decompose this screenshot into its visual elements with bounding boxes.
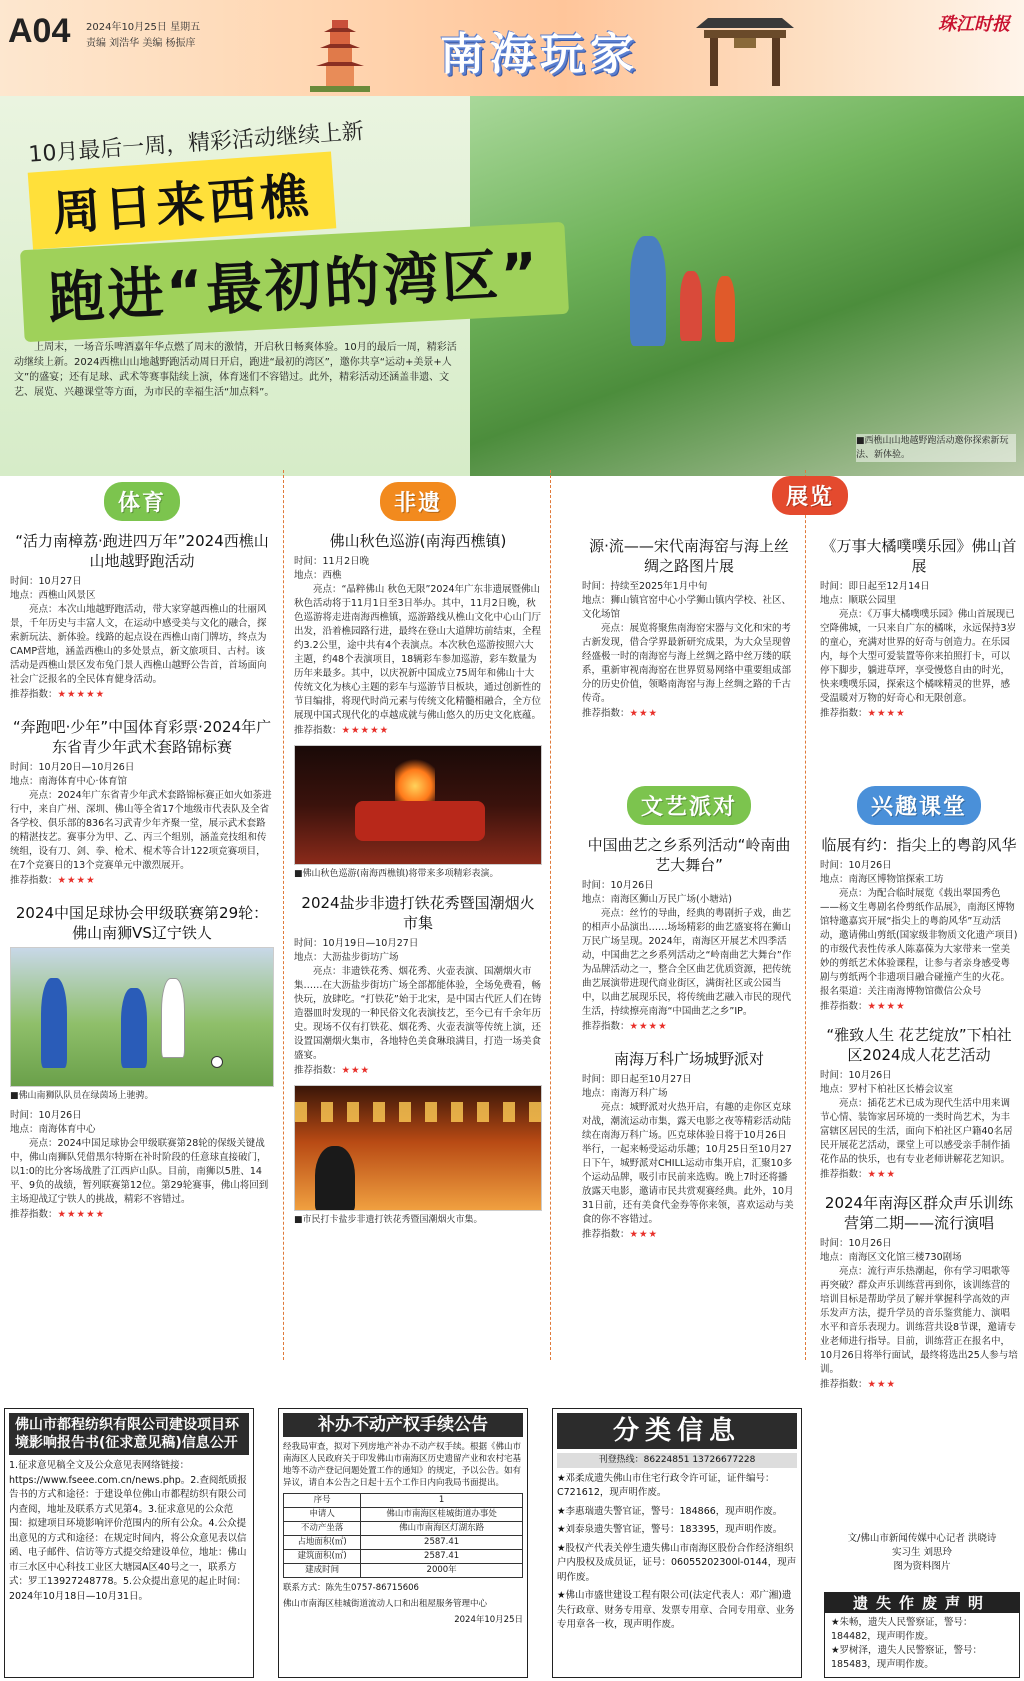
rating-stars: ★★★★★ — [57, 689, 106, 700]
list-item: ★朱畅，遗失人民警察证，警号：184482，现声明作废。 — [831, 1617, 973, 1642]
sports-event-1 — [10, 531, 274, 703]
rating-stars: ★★★ — [629, 708, 659, 719]
hero-section — [0, 96, 1024, 476]
event-time: 时间：10月19日—10月27日 — [294, 938, 419, 949]
event-time: 时间：10月26日 — [10, 1110, 82, 1121]
rating-stars: ★★★ — [867, 1379, 897, 1390]
image-caption: ■佛山南狮队队员在绿茵场上驰骋。 — [10, 1091, 154, 1101]
column-divider — [805, 470, 806, 1360]
table-cell: 建筑面积(㎡) — [284, 1550, 361, 1564]
image-caption: ■佛山秋色巡游(南海西樵镇)将带来多项精彩表演。 — [294, 869, 499, 879]
hero-photo-caption: ■西樵山山地越野跑活动邀你探索新玩法、新体验。 — [856, 434, 1016, 462]
table-cell: 2587.41 — [361, 1536, 523, 1550]
event-rating: 推荐指数：★★★★ — [582, 1021, 668, 1032]
rating-stars: ★★★ — [867, 1169, 897, 1180]
table-cell: 占地面积(㎡) — [284, 1536, 361, 1550]
exhibit-event-2 — [820, 536, 1018, 722]
event-title: “活力南樟荔·跑进四万年”2024西樵山山地越野跑活动 — [15, 532, 269, 570]
exhibit-tag: 展览 — [772, 476, 848, 515]
classified-ad — [552, 1408, 802, 1678]
event-title: 2024中国足球协会甲级联赛第29轮：佛山南狮VS辽宁铁人 — [15, 904, 269, 942]
lost-notice — [824, 1592, 1020, 1678]
event-title: 源·流——宋代南海窑与海上丝绸之路图片展 — [589, 537, 789, 575]
interest-event-3 — [820, 1193, 1018, 1393]
credit-writer: 文/佛山市新闻传媒中心记者 洪晓诗 — [847, 1533, 997, 1544]
sports-event-3 — [10, 903, 274, 1223]
ad-contact: 联系方式：陈先生0757-86715606 — [283, 1583, 419, 1593]
list-item: ★李惠瑞遗失警官证，警号：184866，现声明作废。 — [557, 1505, 783, 1517]
ad-body: 1.征求意见稿全文及公众意见表网络链接：https://www.fseee.com.cn/news.php。2.查阅纸质报告书的方式和途径：于建设单位佛山市都程纺织有限公司内查阅，地址及联系方式见第4。3.征求意见的公众范围：拟建项目环境影响评价范围内的所有公众。4.公众提出意见的方式和途径：在规定时间内，将公众意见表以信函、电子邮件、信访等方式提交给建设单位，地址：佛山市三水区中心科技工业区大塘园A区40号之一，联系方式：罗工13927248778。5.公众提出意见的起止时间：2024年10月18日—10月31日。 — [9, 1460, 247, 1602]
event-place: 地点：西樵 — [294, 570, 342, 581]
player-figure — [121, 988, 147, 1068]
event-rating: 推荐指数：★★★★ — [10, 875, 96, 886]
list-item: ★佛山市盛世建设工程有限公司(法定代表人：邓广湘)遗失行政章、财务专用章、发票专用章、合同专用章、业务专用章各一枚，现声明作废。 — [557, 1590, 795, 1630]
credit-photo: 图为资料图片 — [893, 1561, 951, 1572]
interest-tag: 兴趣课堂 — [857, 786, 981, 825]
event-desc: 亮点：展览将聚焦南海窑宋器与文化和宋的考古新发现，借合学界最新研究成果，为大众呈现曾经盛极一时的南海窑与海上丝绸之路中丝万缕的联系，重新审视南海窑在世界贸易网络中重要组成部分的历史价值，领略南海窑与海上丝绸之路的千古传奇。 — [582, 623, 792, 704]
event-place: 地点：罗村下柏社区长椿会议室 — [820, 1084, 954, 1095]
event-place: 地点：南海区文化馆三楼730剧场 — [820, 1252, 962, 1263]
event-desc: 亮点：2024年广东省青少年武术套路锦标赛正如火如荼进行中，来自广州、深圳、佛山等全省17个地级市代表队及全省各学校、俱乐部的836名习武青少年齐聚一堂，展示武术套路的精湛技艺。赛事分为甲、乙、丙三个组别，涵盖竞技组和传统组，设有刀、剑、拳、枪术、棍术等合计122项竞赛项目，在7个竞赛日的13个竞赛单元中激烈展开。 — [10, 790, 272, 871]
interest-event-1 — [820, 835, 1018, 1015]
lead-paragraph: 上周末，一场音乐啤酒嘉年华点燃了周末的激情，开启秋日畅爽体验。10月的最后一周，精彩活动继续上新。2024西樵山山地越野跑活动周日开启，跑进“最初的湾区”，邀你共享“运动+美景+人文”的盛宴；还有足球、武术等赛事陆续上演，体育迷们不容错过。此外，精彩活动还涵盖非遗、文艺、展览、兴趣课堂等方面，为市民的幸福生活“加点料”。 — [14, 342, 457, 398]
list-item: ★刘泰泉遗失警官证，警号：183395，现声明作废。 — [557, 1524, 783, 1535]
lantern-row — [295, 1102, 541, 1122]
event-rating: 推荐指数：★★★ — [820, 1169, 897, 1180]
event-time: 时间：10月20日—10月26日 — [10, 762, 135, 773]
heritage-event-1 — [294, 531, 542, 881]
event-place: 地点：南海区博物馆探索工坊 — [820, 874, 944, 885]
event-place: 地点：狮山镇官窑中心小学狮山镇内学校、社区、文化场馆 — [582, 595, 792, 620]
rating-stars: ★★★★ — [629, 1021, 668, 1032]
event-rating: 推荐指数：★★★★ — [820, 1001, 906, 1012]
runner-figure — [715, 276, 735, 342]
table-cell: 不动产坐落 — [284, 1522, 361, 1536]
event-place: 地点：南海万科广场 — [582, 1088, 668, 1099]
event-desc: 亮点：非遗铁花秀、烟花秀、火壶表演、国潮烟火市集……在大沥盐步街坊广场全部都能体验，全场免费看，畅快玩，放肆吃。“打铁花”始于北宋，是中国古代匠人们在铸造器皿时发现的一种民俗文化表演技艺，至今已有千余年历史。现场不仅有打铁花、烟花秀、火壶表演等传统上演，还设置国潮烟火集市，各地特色美食琳琅满目，打造一场美食盛宴。 — [294, 966, 542, 1061]
ad-hotline: 刊登热线：86224851 13726677228 — [557, 1453, 797, 1468]
event-place: 地点：南海体育中心 — [10, 1124, 96, 1135]
event-signup: 报名渠道：关注南海博物馆微信公众号 — [820, 986, 982, 997]
ad-footer: 佛山市南海区桂城街道流动人口和出租屋服务管理中心 — [283, 1599, 488, 1609]
event-title: 2024盐步非遗打铁花秀暨国潮烟火市集 — [301, 894, 535, 932]
table-cell: 建成时间 — [284, 1564, 361, 1578]
credit-intern: 实习生 刘思玲 — [891, 1547, 953, 1558]
ad-title: 补办不动产权手续公告 — [283, 1413, 523, 1437]
arts-event-2 — [582, 1049, 796, 1243]
ad-body: 经我局审查，拟对下列房地产补办不动产权手续。根据《佛山市南海区人民政府关于印发佛山市南海区历史遗留产业和农村宅基地等不动产登记问题处置工作的通知》的规定，予以公告。如有异议，请自本公告之日起十五个工作日内向我局书面提出。 — [283, 1442, 522, 1488]
heritage-tag: 非遗 — [380, 482, 456, 521]
heritage-event-2 — [294, 893, 542, 1227]
event-place: 地点：西樵山风景区 — [10, 590, 96, 601]
event-title: 临展有约：指尖上的粤韵风华 — [821, 836, 1017, 854]
table-row — [284, 1564, 523, 1578]
table-row — [284, 1550, 523, 1564]
event-rating: 推荐指数：★★★ — [294, 1065, 371, 1076]
column-divider — [283, 470, 284, 1360]
event-time: 时间：10月26日 — [820, 860, 892, 871]
event-title: “雅致人生 花艺绽放”下柏社区2024成人花艺活动 — [826, 1026, 1012, 1064]
event-place: 地点：南海区狮山万民广场(小塘站) — [582, 894, 732, 905]
event-rating: 推荐指数：★★★ — [582, 1229, 659, 1240]
image-caption: ■市民打卡盐步非遗打铁花秀暨国潮烟火市集。 — [294, 1215, 483, 1225]
event-desc: 亮点：丝竹的导曲，经典的粤剧折子戏，曲艺的相声小品演出……场场精彩的曲艺盛宴将在狮山万民广场呈现。2024年，南海区开展艺术四季活动，中国曲艺之乡系列活动之“岭南曲艺大舞台”作为品牌活动之一，整合全区曲艺优质资源，把传统曲艺展演带进现代商业街区，满街社区或公园当中，以曲艺展现乐民，将传统曲艺融入市民的现代生活，持续擦亮南海“中国曲艺之乡”IP。 — [582, 908, 792, 1017]
event-place: 地点：大沥盐步街坊广场 — [294, 952, 399, 963]
list-item: ★邓柔成遗失佛山市住宅行政令许可证，证件编号：C721612，现声明作废。 — [557, 1472, 775, 1498]
rating-stars: ★★★ — [629, 1229, 659, 1240]
event-title: 2024年南海区群众声乐训练营第二期——流行演唱 — [824, 1194, 1014, 1232]
rating-stars: ★★★ — [341, 1065, 371, 1076]
event-desc: 亮点：为配合临时展览《载出翠国秀色——杨文生粤剧名伶剪纸作品展》，南海区博物馆特邀嘉宾开展“指尖上的粤韵风华”互动活动，邀请佛山剪纸(国家级非物质文化遗产项目)的市级代表性传承人陈嘉葆为大家带来一堂美妙的剪纸艺术体验课程，让参与者亲身感受粤剧与剪纸两个非遗项目融合碰撞产生的火花。 — [820, 888, 1018, 983]
event-rating: 推荐指数：★★★★★ — [10, 1209, 106, 1220]
table-row — [284, 1522, 523, 1536]
lost-notice-title: 遗失作废声明 — [825, 1593, 1019, 1613]
event-desc: 亮点：城野派对火热开启，有趣的走你区克球对战，潮流运动市集，露天电影之夜等精彩活动陆续在南海万科广场。匹克球体验日将于10月26日举行，一起来畅受运动乐趣；10月25日至10月27日下午，城野派对CHILL运动市集开启，汇聚10多个运动品牌，吸引市民前来选购。晚上7时还将播放露天电影，邀请市民共赏观赛经典。此外，10月31日前，还有美食代金券等你来领，喜欢运动与美食的你不容错过。 — [582, 1102, 794, 1225]
event-title: “奔跑吧·少年”中国体育彩票·2024年广东省青少年武术套路锦标赛 — [12, 718, 272, 756]
page-number: A04 — [8, 12, 71, 50]
table-cell: 佛山市南海区桂城街道办事处 — [361, 1508, 523, 1522]
event-time: 时间：持续至2025年1月中旬 — [582, 581, 708, 592]
exhibit-event-1 — [582, 536, 796, 722]
table-row — [284, 1508, 523, 1522]
environment-notice-ad — [4, 1408, 254, 1678]
event-place: 地点：南海体育中心·体育馆 — [10, 776, 128, 787]
arts-column — [582, 786, 796, 1243]
rating-stars: ★★★★ — [867, 1001, 906, 1012]
editors: 责编 刘浩华 美编 杨振庠 — [86, 38, 196, 49]
table-cell: 申请人 — [284, 1508, 361, 1522]
event-desc: 亮点：插花艺术已成为现代生活中用来调节心情、装饰家居环境的一类时尚艺术，为丰富辖区居民的生活，面向下柏社区户籍40名居民开展花艺活动，课堂上可以感受亲手制作插花作品的快乐，也有专业老师讲解花艺知识。 — [820, 1098, 1013, 1165]
event-time: 时间：即日起至12月14日 — [820, 581, 930, 592]
arts-event-1 — [582, 835, 796, 1035]
event-desc: 亮点：2024中国足球协会甲级联赛第28轮的保级关键战中，佛山南狮队凭借黑尔特斯在补时阶段的任意球直接破门，以1:0的比分客场战胜了江西庐山队。目前，南狮以5胜、14平、9负的战绩，暂列联赛第12位。第29轮赛事，佛山将回到主场迎战辽宁铁人的挑战，精彩不容错过。 — [10, 1138, 269, 1205]
classified-list — [557, 1472, 797, 1633]
event-title: 中国曲艺之乡系列活动“岭南曲艺大舞台” — [587, 836, 791, 874]
column-divider — [550, 470, 551, 1360]
list-item: ★罗树泽，遗失人民警察证，警号：185483，现声明作废。 — [831, 1645, 983, 1670]
table-cell: 2000年 — [361, 1564, 523, 1578]
event-desc: 亮点：《万事大橘噗噗乐园》佛山首展现已空降佛城，一只来自广东的橘咪，永远保持3岁的童心，充满对世界的好奇与创造力。在乐园内，每个大型可爱装置等你来拍照打卡，可以停下脚步，躺进草坪，享受慢悠自由的时光，快来噗噗乐园，探索这个橘咪精灵的世界，感受温暖对万物的好奇心和无限创意。 — [820, 609, 1017, 704]
list-item: ★股权产代表关停生遗失佛山市南海区股份合作经济组织户内股权及成员证，证号：06055202300l-0144，现声明作废。 — [557, 1542, 797, 1583]
article-credit — [824, 1532, 1020, 1574]
event-title: 佛山秋色巡游(南海西樵镇) — [329, 532, 507, 550]
headline-kicker: 10月最后一周，精彩活动继续上新 — [27, 119, 365, 168]
market-photo — [294, 1085, 542, 1211]
performer-figure — [355, 801, 485, 841]
event-title: 南海万科广场城野派对 — [613, 1050, 764, 1068]
event-time: 时间：10月26日 — [820, 1070, 892, 1081]
table-row — [284, 1494, 523, 1508]
runner-figure — [630, 236, 666, 346]
ad-title: 佛山市都程纺织有限公司建设项目环境影响报告书(征求意见稿)信息公开 — [9, 1413, 249, 1455]
gate-illustration — [690, 10, 800, 90]
event-desc: 亮点：本次山地越野跑活动，带大家穿越西樵山的壮丽风景，千年历史与丰富人文，在运动中感受美与文化的融合，探索新玩法、新体验。线路的起点设在西樵山南门牌坊，终点为CAMP营地，涵盖西樵山的多处景点，新文旅项目、古村。该活动是西樵山景区发布兔门景人西樵山越野公告首，首场面向社会广泛报名的全民体育健身活动。 — [10, 604, 267, 685]
event-rating: 推荐指数：★★★★ — [820, 708, 906, 719]
interest-event-2 — [820, 1025, 1018, 1183]
table-cell: 2587.41 — [361, 1550, 523, 1564]
arts-tag: 文艺派对 — [627, 786, 751, 825]
rating-stars: ★★★★★ — [57, 1209, 106, 1220]
heritage-column — [294, 476, 542, 1227]
lost-notice-list — [825, 1613, 1019, 1675]
event-time: 时间：即日起至10月27日 — [582, 1074, 692, 1085]
event-place: 地点：顺联公园里 — [820, 595, 897, 606]
property-notice-ad — [278, 1408, 528, 1678]
event-rating: 推荐指数：★★★★★ — [294, 725, 390, 736]
ad-date: 2024年10月25日 — [454, 1615, 523, 1625]
event-desc: 亮点：“晶粹佛山 秋色无限”2024年广东非遗展暨佛山秋色活动将于11月1日至3日举办。其中，11月2日晚，秋色巡游将走进南海西樵镇，巡游路线从樵山文化中心山门厅出发，沿着樵园路行进，最终在登山大道牌坊前结束，全程约3.2公里，途中共有4个表演点。本次秋色巡游按照六大主题，约48个表演项目，18辆彩车参加巡游，彩车数量为历年来最多。其中，以庆祝新中国成立75周年和佛山十大传统文化为核心主题的彩车与巡游节目板块，通过创新性的节目编排，将现代时尚元素与传统文化精髓相融合，全方位展现中国式现代化的卓越成就与佛山悠久的历史文化底蕴。 — [294, 584, 542, 721]
event-time: 时间：11月2日晚 — [294, 556, 370, 567]
visitor-figure — [315, 1146, 355, 1211]
rating-stars: ★★★★★ — [341, 725, 390, 736]
event-time: 时间：10月26日 — [820, 1238, 892, 1249]
table-cell: 序号 — [284, 1494, 361, 1508]
ad-title: 分类信息 — [557, 1413, 797, 1449]
rating-stars: ★★★★ — [867, 708, 906, 719]
rating-stars: ★★★★ — [57, 875, 96, 886]
event-time: 时间：10月26日 — [582, 880, 654, 891]
newspaper-masthead: 珠江时报 — [938, 14, 1010, 35]
event-desc: 亮点：流行声乐热潮起，你有学习唱歌等再突破？群众声乐训练营再到你，该训练营的培训目标是帮助学员了解并掌握科学高效的声乐发声方法，提升学员的音乐鉴赏能力、演唱水平和音乐表现力。训练营共设8节课，邀请专业老师进行指导。目前，训练营正在报名中，10月26日将举行面试，最终将选出25人参与培训。 — [820, 1266, 1018, 1375]
event-rating: 推荐指数：★★★ — [820, 1379, 897, 1390]
interest-column — [820, 786, 1018, 1393]
exhibit-section — [560, 476, 1020, 525]
property-table — [283, 1493, 523, 1578]
pagoda-illustration — [300, 14, 380, 92]
event-title: 《万事大橘噗噗乐园》佛山首展 — [821, 537, 1017, 575]
table-row — [284, 1536, 523, 1550]
parade-photo — [294, 745, 542, 865]
event-time: 时间：10月27日 — [10, 576, 82, 587]
player-figure — [161, 978, 185, 1058]
runner-figure — [680, 271, 702, 341]
event-rating: 推荐指数：★★★★★ — [10, 689, 106, 700]
table-cell: 1 — [361, 1494, 523, 1508]
page-header — [0, 0, 1024, 96]
section-title: 南海玩家 — [440, 29, 640, 80]
sports-event-2 — [10, 717, 274, 889]
football-photo — [10, 947, 274, 1087]
table-cell: 佛山市南海区灯湖东路 — [361, 1522, 523, 1536]
event-rating: 推荐指数：★★★ — [582, 708, 659, 719]
player-figure — [41, 978, 67, 1068]
sports-tag: 体育 — [104, 482, 180, 521]
sports-column — [10, 476, 274, 1223]
headline-main: 周日来西樵 — [28, 151, 337, 249]
ball-icon — [211, 1056, 223, 1068]
issue-date: 2024年10月25日 星期五 — [86, 22, 201, 33]
headline-sub: 跑进“最初的湾区” — [20, 222, 569, 342]
